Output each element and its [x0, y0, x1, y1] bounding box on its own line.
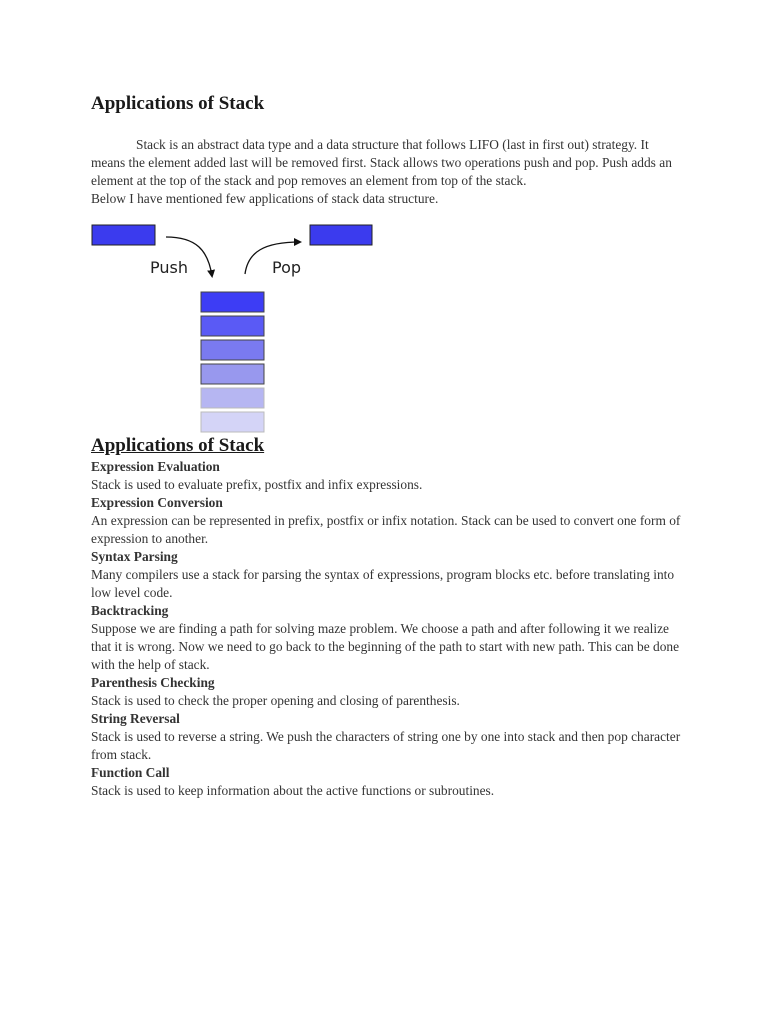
push-element-block — [92, 225, 155, 245]
application-item — [91, 494, 691, 548]
application-item — [91, 458, 691, 494]
application-item — [91, 602, 691, 674]
stack-cell — [201, 388, 264, 408]
stack-column — [201, 292, 264, 432]
application-item — [91, 548, 691, 602]
application-description: Suppose we are finding a path for solving maze problem. We choose a path and after following it we realize that it is wrong. Now we need to go back to the beginning of the path to start with new path. This can be done with the help of stack. — [91, 621, 680, 672]
application-title: String Reversal — [91, 711, 180, 726]
application-description: An expression can be represented in prefix, postfix or infix notation. Stack can be used to convert one form of expression to another. — [91, 513, 681, 546]
stack-diagram-svg — [88, 222, 388, 436]
intro-paragraph: Stack is an abstract data type and a data structure that follows LIFO (last in first out) strategy. It means the element added last will be removed first. Stack allows two operations push and pop. Push adds an element at the top of the stack and pop removes an element from top of the stack. — [91, 137, 672, 188]
application-description: Many compilers use a stack for parsing the syntax of expressions, program blocks etc. before translating into low level code. — [91, 567, 675, 600]
application-title: Function Call — [91, 765, 170, 780]
application-title: Parenthesis Checking — [91, 675, 215, 690]
application-item — [91, 710, 691, 764]
application-item — [91, 674, 691, 710]
application-description: Stack is used to keep information about the active functions or subroutines. — [91, 783, 495, 798]
application-title: Backtracking — [91, 603, 169, 618]
application-description: Stack is used to evaluate prefix, postfix and infix expressions. — [91, 477, 423, 492]
stack-cell — [201, 340, 264, 360]
stack-cell — [201, 316, 264, 336]
stack-cell — [201, 412, 264, 432]
stack-cell — [201, 292, 264, 312]
pop-label: Pop — [272, 258, 302, 277]
pop-element-block — [310, 225, 372, 245]
page-title: Applications of Stack — [91, 93, 265, 114]
intro-note: Below I have mentioned few applications of stack data structure. — [91, 191, 439, 206]
push-label: Push — [150, 258, 188, 277]
stack-diagram — [88, 222, 388, 436]
applications-section — [91, 434, 691, 800]
stack-cell — [201, 364, 264, 384]
application-title: Expression Evaluation — [91, 459, 220, 474]
application-title: Expression Conversion — [91, 495, 223, 510]
application-description: Stack is used to check the proper opening and closing of parenthesis. — [91, 693, 460, 708]
applications-heading: Applications of Stack — [91, 435, 265, 456]
applications-list — [91, 458, 691, 800]
application-description: Stack is used to reverse a string. We push the characters of string one by one into stack and then pop character from stack. — [91, 729, 681, 762]
application-item — [91, 764, 691, 800]
intro-section — [91, 136, 683, 208]
application-title: Syntax Parsing — [91, 549, 178, 564]
